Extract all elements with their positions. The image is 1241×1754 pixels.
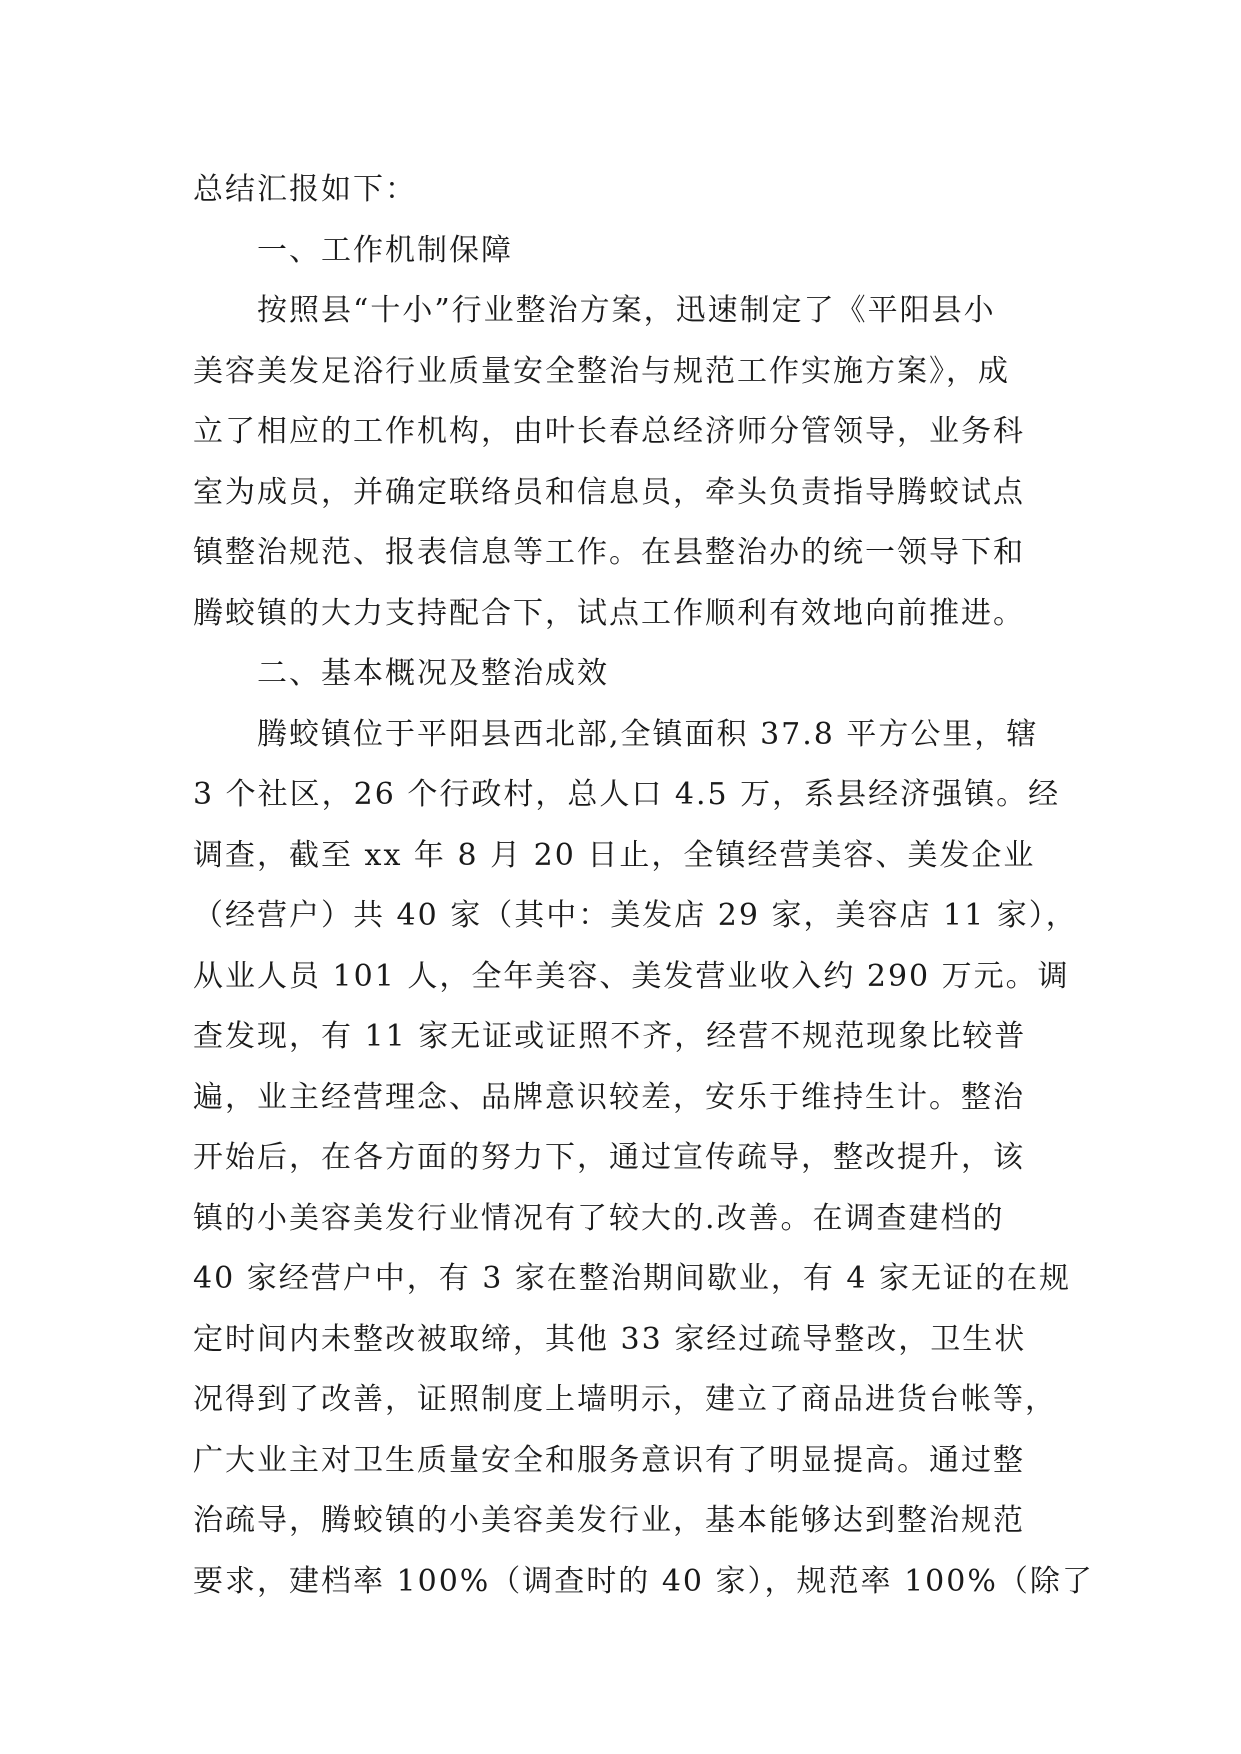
text-line: 治疏导，腾蛟镇的小美容美发行业，基本能够达到整治规范 <box>193 1503 1025 1538</box>
text-line: 开始后，在各方面的努力下，通过宣传疏导，整改提升，该 <box>193 1140 1025 1175</box>
text-line: 镇的小美容美发行业情况有了较大的.改善。在调查建档的 <box>193 1200 1005 1236</box>
text-line: 查发现，有 11 家无证或证照不齐，经营不规范现象比较普 <box>193 1019 1027 1054</box>
text-line: 广大业主对卫生质量安全和服务意识有了明显提高。通过整 <box>193 1442 1025 1478</box>
text-line: 从业人员 101 人，全年美容、美发营业收入约 290 万元。调 <box>193 958 1070 994</box>
text-line: 室为成员，并确定联络员和信息员，牵头负责指导腾蛟试点 <box>193 474 1025 510</box>
section-heading-1: 一、工作机制保障 <box>257 232 513 268</box>
text-line: 遍，业主经营理念、品牌意识较差，安乐于维持生计。整治 <box>193 1079 1025 1115</box>
text-line: （经营户）共 40 家（其中：美发店 29 家，美容店 11 家）， <box>193 898 1078 933</box>
text-line: 腾蛟镇的大力支持配合下，试点工作顺利有效地向前推进。 <box>193 595 1025 631</box>
section-heading-2: 二、基本概况及整治成效 <box>257 656 609 691</box>
text-line: 要求，建档率 100%（调查时的 40 家），规范率 100%（除了 <box>193 1563 1094 1599</box>
text-line: 镇整治规范、报表信息等工作。在县整治办的统一领导下和 <box>193 535 1025 570</box>
text-line: 总结汇报如下： <box>193 172 417 207</box>
text-line: 40 家经营户中，有 3 家在整治期间歇业，有 4 家无证的在规 <box>193 1261 1072 1296</box>
text-line: 美容美发足浴行业质量安全整治与规范工作实施方案》，成 <box>193 353 1010 389</box>
text-line: 立了相应的工作机构，由叶长春总经济师分管领导，业务科 <box>193 414 1025 449</box>
document-body <box>193 160 1094 1612</box>
text-line: 腾蛟镇位于平阳县西北部,全镇面积 37.8 平方公里，辖 <box>257 716 1039 752</box>
text-line: 按照县“十小”行业整治方案，迅速制定了《平阳县小 <box>257 293 996 328</box>
text-line: 况得到了改善，证照制度上墙明示，建立了商品进货台帐等， <box>193 1382 1057 1417</box>
text-line: 3 个社区，26 个行政村，总人口 4.5 万，系县经济强镇。经 <box>193 777 1061 812</box>
text-line: 调查，截至 xx 年 8 月 20 日止，全镇经营美容、美发企业 <box>193 837 1036 873</box>
text-line: 定时间内未整改被取缔，其他 33 家经过疏导整改，卫生状 <box>193 1321 1027 1357</box>
